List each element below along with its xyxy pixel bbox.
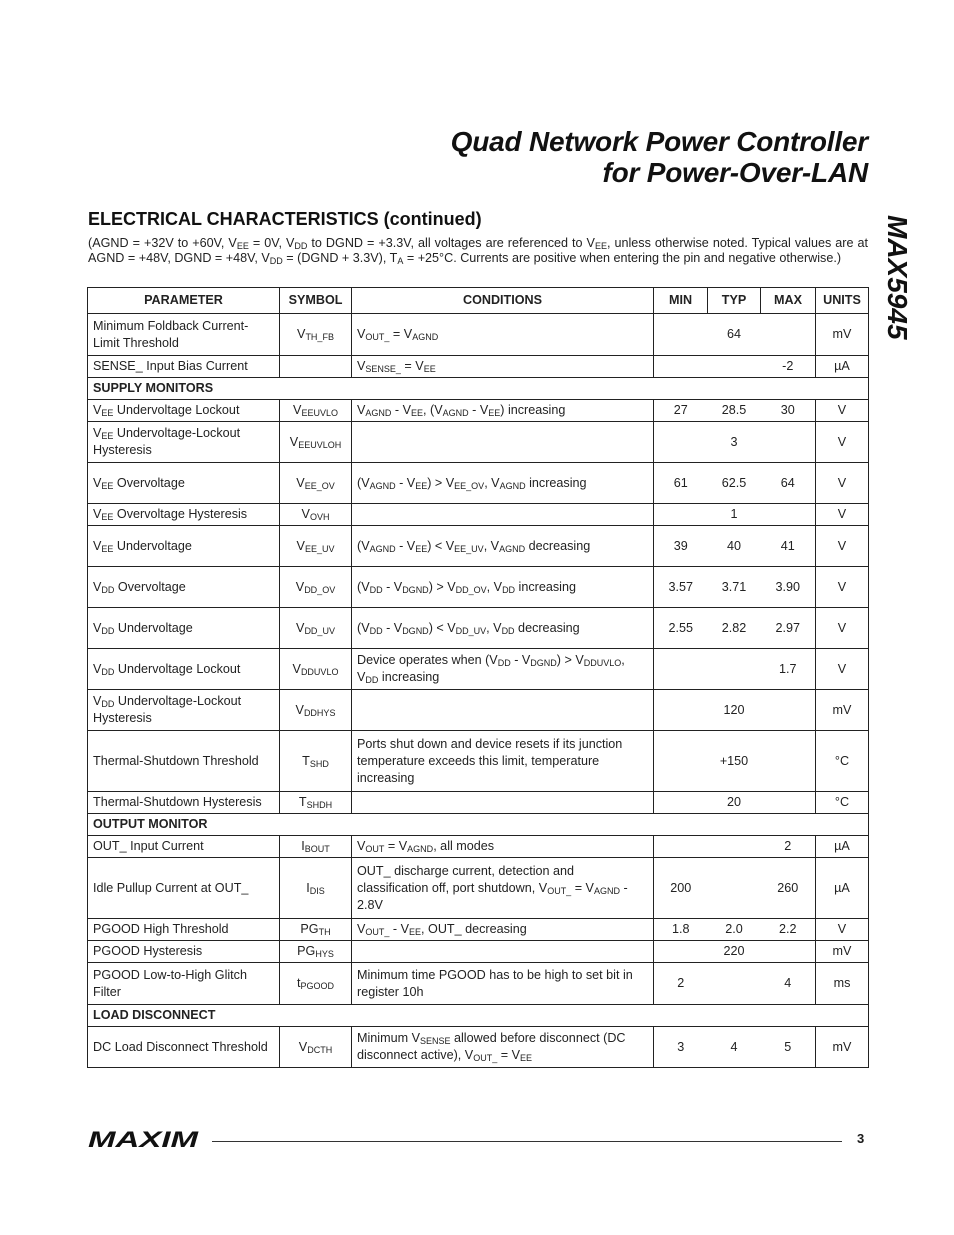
page-number: 3 [857, 1131, 865, 1146]
conditions-cell: OUT_ discharge current, detection and classification off, port shutdown, $V_{OUT\_} = V_{AGND} - 2.8V$ [352, 858, 654, 919]
param-cell: DC Load Disconnect Threshold [88, 1027, 280, 1068]
min-cell: 39 [654, 526, 708, 567]
param-cell: $V_{DD}$ Undervoltage Lockout [88, 649, 280, 690]
units-cell: V [816, 504, 869, 526]
max-cell: -2 [761, 356, 816, 378]
table-row [88, 356, 869, 378]
units-cell: °C [816, 792, 869, 814]
footer-divider [212, 1141, 842, 1142]
table-row [88, 690, 869, 731]
param-cell: Thermal-Shutdown Threshold [88, 731, 280, 792]
table-row [88, 941, 869, 963]
section-label: SUPPLY MONITORS [88, 378, 869, 400]
header-symbol: SYMBOL [280, 288, 352, 314]
table-row [88, 526, 869, 567]
max-cell: 64 [761, 463, 816, 504]
max-cell: 3.90 [761, 567, 816, 608]
typ-cell [708, 963, 761, 1005]
symbol-cell: $V_{DDHYS}$ [280, 690, 352, 731]
table-row [88, 858, 869, 919]
symbol-cell [280, 356, 352, 378]
section-row [88, 378, 869, 400]
table-row [88, 792, 869, 814]
conditions-cell: $V_{OUT} = V_{AGND}$, all modes [352, 836, 654, 858]
header-conditions: CONDITIONS [352, 288, 654, 314]
max-cell [761, 314, 816, 356]
test-conditions-paragraph: (AGND = +32V to +60V, $V_{EE} = 0V$, $V_{DD}$ to DGND = +3.3V, all voltages are referenced to $V_{EE}$, unless otherwise noted. Typical values are at AGND = +48V, DGND = +48V, $V_{DD}$ = (DGND + 3.3V), $T_A = +25^\circ C$. Currents are positive when entering the pin and negative otherwise.) [88, 236, 868, 266]
header-parameter: PARAMETER [88, 288, 280, 314]
param-cell: SENSE_ Input Bias Current [88, 356, 280, 378]
min-cell [654, 422, 708, 463]
param-cell: $V_{DD}$ Undervoltage [88, 608, 280, 649]
section-row [88, 1005, 869, 1027]
typ-cell: 1 [708, 504, 761, 526]
conditions-cell: $(V_{AGND} - V_{EE}) > V_{EE\_OV}$, $V_{AGND}$ increasing [352, 463, 654, 504]
max-cell: 1.7 [761, 649, 816, 690]
units-cell: °C [816, 731, 869, 792]
typ-cell [708, 858, 761, 919]
table-body [88, 314, 869, 1068]
symbol-cell: $V_{EE\_OV}$ [280, 463, 352, 504]
table-row [88, 836, 869, 858]
header-units: UNITS [816, 288, 869, 314]
table-row [88, 649, 869, 690]
symbol-cell: $V_{EEUVLO}$ [280, 400, 352, 422]
conditions-cell: $V_{AGND} - V_{EE}$, $(V_{AGND} - V_{EE})$ increasing [352, 400, 654, 422]
conditions-cell: $V_{OUT\_} = V_{AGND}$ [352, 314, 654, 356]
max-cell: 4 [761, 963, 816, 1005]
conditions-cell: $(V_{DD} - V_{DGND}) < V_{DD\_UV}$, $V_{DD}$ decreasing [352, 608, 654, 649]
min-cell: 2.55 [654, 608, 708, 649]
units-cell: V [816, 567, 869, 608]
param-cell: $V_{DD}$ Undervoltage-Lockout Hysteresis [88, 690, 280, 731]
units-cell: µA [816, 836, 869, 858]
units-cell: mV [816, 690, 869, 731]
typ-cell: 2.0 [708, 919, 761, 941]
max-cell: 260 [761, 858, 816, 919]
conditions-cell [352, 792, 654, 814]
typ-cell: 3 [708, 422, 761, 463]
units-cell: µA [816, 356, 869, 378]
conditions-cell [352, 690, 654, 731]
param-cell: $V_{EE}$ Undervoltage-Lockout Hysteresis [88, 422, 280, 463]
table-row [88, 504, 869, 526]
header-max: MAX [761, 288, 816, 314]
table-row [88, 567, 869, 608]
min-cell [654, 941, 708, 963]
units-cell: V [816, 919, 869, 941]
symbol-cell: $V_{DD\_UV}$ [280, 608, 352, 649]
units-cell: V [816, 608, 869, 649]
typ-cell: +150 [708, 731, 761, 792]
param-cell: $V_{EE}$ Undervoltage [88, 526, 280, 567]
electrical-characteristics-table [87, 287, 869, 1068]
units-cell: mV [816, 1027, 869, 1068]
min-cell: 27 [654, 400, 708, 422]
symbol-cell: $V_{DD\_OV}$ [280, 567, 352, 608]
conditions-cell [352, 504, 654, 526]
units-cell: V [816, 463, 869, 504]
conditions-cell [352, 422, 654, 463]
param-cell: $V_{EE}$ Overvoltage Hysteresis [88, 504, 280, 526]
typ-cell: 2.82 [708, 608, 761, 649]
units-cell: mV [816, 314, 869, 356]
max-cell: 2.2 [761, 919, 816, 941]
units-cell: V [816, 649, 869, 690]
title-line-1: Quad Network Power Controller [450, 126, 868, 157]
table-row [88, 463, 869, 504]
typ-cell [708, 649, 761, 690]
conditions-cell: $V_{OUT\_} - V_{EE}$, OUT_ decreasing [352, 919, 654, 941]
typ-cell: 28.5 [708, 400, 761, 422]
typ-cell: 64 [708, 314, 761, 356]
min-cell [654, 649, 708, 690]
param-cell: PGOOD Low-to-High Glitch Filter [88, 963, 280, 1005]
units-cell: V [816, 526, 869, 567]
param-cell: $V_{DD}$ Overvoltage [88, 567, 280, 608]
param-cell: Minimum Foldback Current-Limit Threshold [88, 314, 280, 356]
max-cell [761, 792, 816, 814]
units-cell: mV [816, 941, 869, 963]
units-cell: ms [816, 963, 869, 1005]
maxim-logo [88, 1128, 200, 1150]
max-cell: 2 [761, 836, 816, 858]
section-label: OUTPUT MONITOR [88, 814, 869, 836]
conditions-cell: Minimum time PGOOD has to be high to set bit in register 10h [352, 963, 654, 1005]
conditions-cell: $V_{SENSE\_} = V_{EE}$ [352, 356, 654, 378]
symbol-cell: $PG_{TH}$ [280, 919, 352, 941]
max-cell [761, 941, 816, 963]
max-cell: 5 [761, 1027, 816, 1068]
min-cell: 3.57 [654, 567, 708, 608]
table-row [88, 422, 869, 463]
conditions-cell: Device operates when $(V_{DD} - V_{DGND}) > V_{DDUVLO}$, $V_{DD}$ increasing [352, 649, 654, 690]
min-cell: 61 [654, 463, 708, 504]
symbol-cell: $T_{SHD}$ [280, 731, 352, 792]
units-cell: V [816, 400, 869, 422]
conditions-cell: $(V_{DD} - V_{DGND}) > V_{DD\_OV}$, $V_{DD}$ increasing [352, 567, 654, 608]
units-cell: µA [816, 858, 869, 919]
conditions-cell [352, 941, 654, 963]
table-header-row [88, 288, 869, 314]
min-cell [654, 792, 708, 814]
symbol-cell: $I_{DIS}$ [280, 858, 352, 919]
table-row [88, 731, 869, 792]
param-cell: PGOOD High Threshold [88, 919, 280, 941]
header-typ: TYP [708, 288, 761, 314]
symbol-cell: $t_{PGOOD}$ [280, 963, 352, 1005]
max-cell [761, 422, 816, 463]
min-cell: 200 [654, 858, 708, 919]
title-line-2: for Power-Over-LAN [602, 157, 868, 188]
typ-cell: 62.5 [708, 463, 761, 504]
typ-cell: 4 [708, 1027, 761, 1068]
typ-cell: 20 [708, 792, 761, 814]
min-cell: 3 [654, 1027, 708, 1068]
table-row [88, 1027, 869, 1068]
min-cell [654, 356, 708, 378]
min-cell: 1.8 [654, 919, 708, 941]
param-cell: PGOOD Hysteresis [88, 941, 280, 963]
param-cell: $V_{EE}$ Undervoltage Lockout [88, 400, 280, 422]
logo-text: MAXIM [88, 1128, 200, 1150]
conditions-cell: Ports shut down and device resets if its junction temperature exceeds this limit, temperature increasing [352, 731, 654, 792]
symbol-cell: $V_{EE\_UV}$ [280, 526, 352, 567]
typ-cell [708, 356, 761, 378]
typ-cell [708, 836, 761, 858]
max-cell: 41 [761, 526, 816, 567]
conditions-cell: Minimum $V_{SENSE}$ allowed before disconnect (DC disconnect active), $V_{OUT\_} = V_{EE}$ [352, 1027, 654, 1068]
conditions-cell: $(V_{AGND} - V_{EE}) < V_{EE\_UV}$, $V_{AGND}$ decreasing [352, 526, 654, 567]
symbol-cell: $V_{EEUVLOH}$ [280, 422, 352, 463]
min-cell [654, 314, 708, 356]
document-title [451, 126, 868, 188]
header-min: MIN [654, 288, 708, 314]
symbol-cell: $PG_{HYS}$ [280, 941, 352, 963]
section-row [88, 814, 869, 836]
param-cell: Thermal-Shutdown Hysteresis [88, 792, 280, 814]
symbol-cell: $V_{OVH}$ [280, 504, 352, 526]
units-cell: V [816, 422, 869, 463]
table-row [88, 608, 869, 649]
max-cell: 30 [761, 400, 816, 422]
param-cell: Idle Pullup Current at OUT_ [88, 858, 280, 919]
typ-cell: 40 [708, 526, 761, 567]
min-cell [654, 690, 708, 731]
param-cell: OUT_ Input Current [88, 836, 280, 858]
symbol-cell: $V_{DCTH}$ [280, 1027, 352, 1068]
max-cell [761, 504, 816, 526]
table-row [88, 314, 869, 356]
table-row [88, 400, 869, 422]
param-cell: $V_{EE}$ Overvoltage [88, 463, 280, 504]
symbol-cell: $V_{TH\_FB}$ [280, 314, 352, 356]
table-row [88, 919, 869, 941]
min-cell [654, 731, 708, 792]
section-label: LOAD DISCONNECT [88, 1005, 869, 1027]
min-cell [654, 836, 708, 858]
max-cell: 2.97 [761, 608, 816, 649]
symbol-cell: $I_{BOUT}$ [280, 836, 352, 858]
symbol-cell: $T_{SHDH}$ [280, 792, 352, 814]
max-cell [761, 731, 816, 792]
part-number-label: MAX5945 [882, 215, 913, 340]
symbol-cell: $V_{DDUVLO}$ [280, 649, 352, 690]
typ-cell: 220 [708, 941, 761, 963]
typ-cell: 120 [708, 690, 761, 731]
typ-cell: 3.71 [708, 567, 761, 608]
min-cell: 2 [654, 963, 708, 1005]
table-row [88, 963, 869, 1005]
max-cell [761, 690, 816, 731]
section-title: ELECTRICAL CHARACTERISTICS (continued) [88, 209, 482, 229]
min-cell [654, 504, 708, 526]
